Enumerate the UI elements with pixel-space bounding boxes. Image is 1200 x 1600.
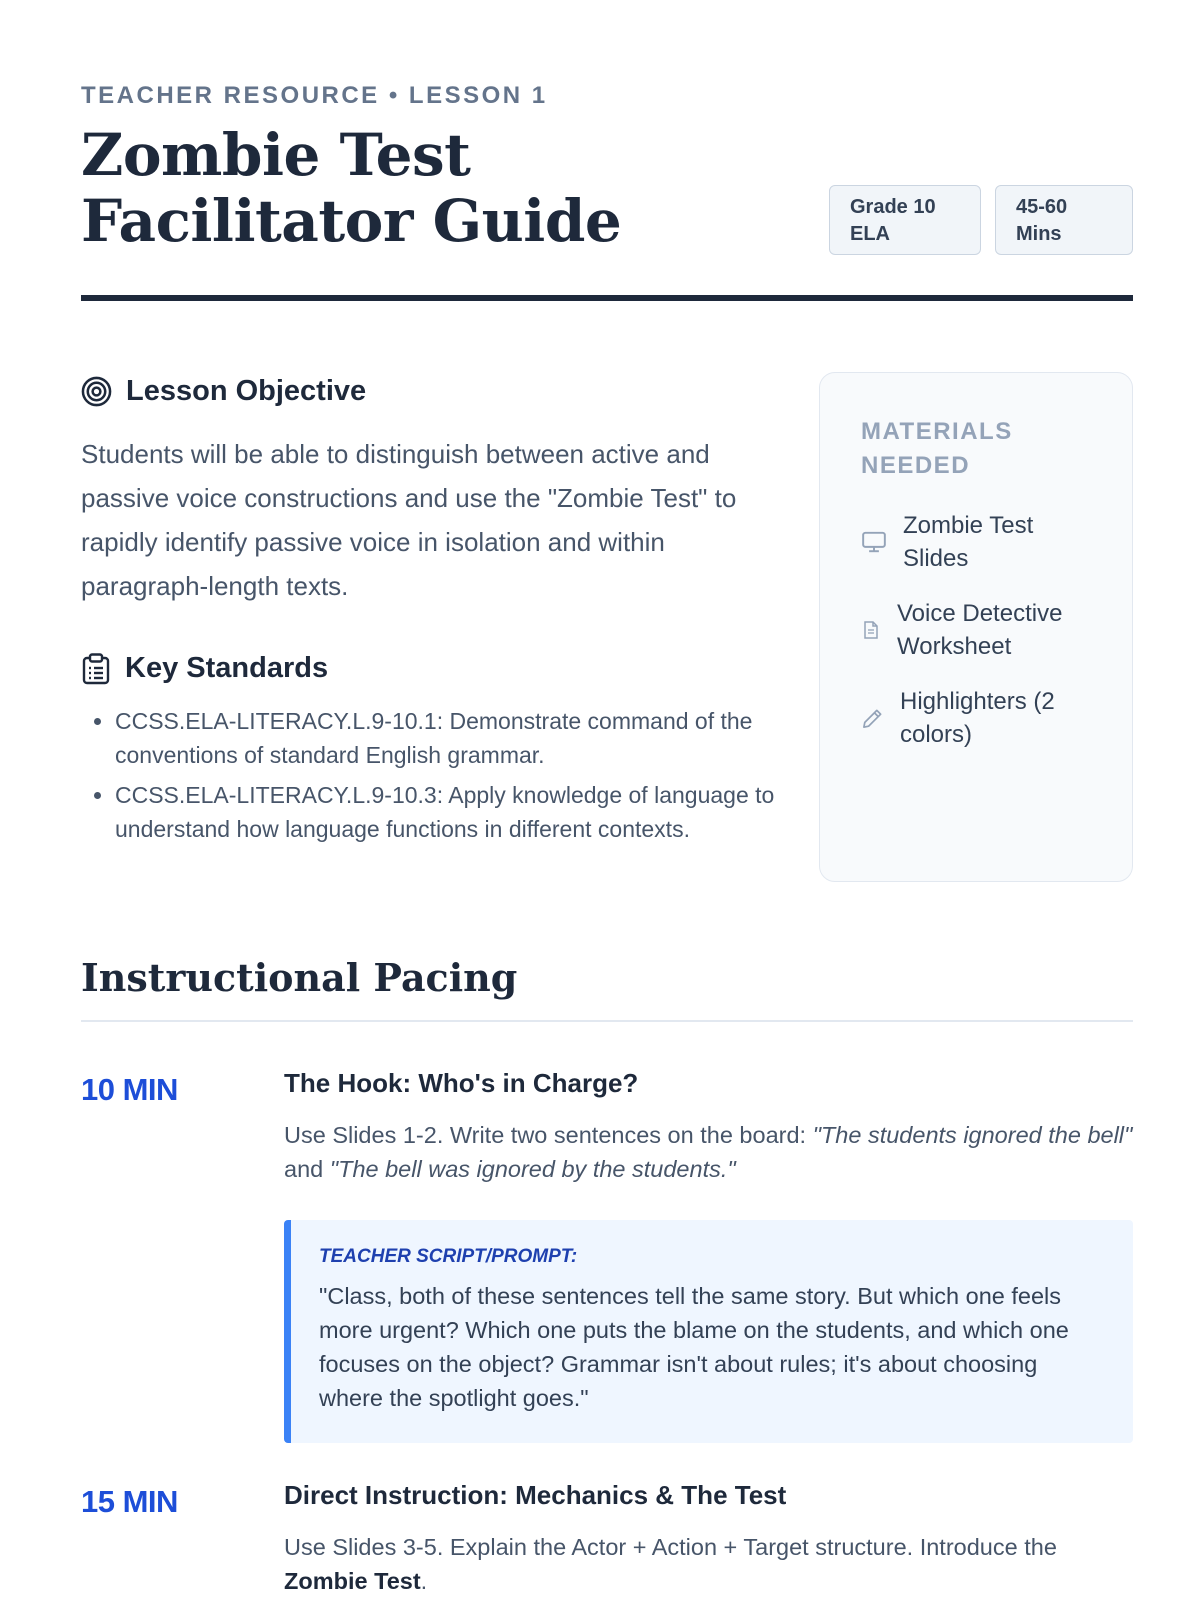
- target-icon: [81, 376, 112, 407]
- header-divider: [81, 295, 1133, 301]
- eyebrow-label: TEACHER RESOURCE • LESSON 1: [81, 82, 548, 109]
- lesson-badges: [829, 185, 1133, 255]
- desc-mid: and: [284, 1156, 330, 1182]
- desc-prefix: Use Slides 3-5. Explain the Actor + Action + Target structure. Introduce the: [284, 1534, 1057, 1560]
- standards-heading: [81, 652, 328, 685]
- teacher-script-callout: [284, 1220, 1133, 1443]
- step-body: [284, 1478, 1133, 1598]
- material-label: Highlighters (2 colors): [900, 688, 1055, 748]
- monitor-icon: [861, 529, 887, 555]
- objective-heading-text: Lesson Objective: [126, 375, 367, 407]
- zombie-test-term: Zombie Test: [284, 1568, 421, 1594]
- step-duration: 15 MIN: [81, 1484, 178, 1519]
- pacing-title: Instructional Pacing: [81, 955, 518, 1000]
- standards-heading-text: Key Standards: [125, 652, 329, 684]
- pacing-divider: [81, 1020, 1133, 1022]
- step-title: The Hook: Who's in Charge?: [284, 1068, 639, 1098]
- objective-heading: [81, 375, 366, 408]
- example-sentence-active: "The students ignored the bell": [812, 1122, 1133, 1148]
- step-description: [284, 1118, 1133, 1186]
- materials-panel: [819, 372, 1133, 882]
- grade-badge: Grade 10 ELA: [829, 185, 981, 255]
- desc-prefix: Use Slides 1-2. Write two sentences on the board:: [284, 1122, 813, 1148]
- material-item-slides: [861, 509, 1096, 575]
- duration-badge: 45-60 Mins: [995, 185, 1133, 255]
- step-duration: 10 MIN: [81, 1072, 178, 1107]
- step-body: [284, 1066, 1133, 1443]
- script-label: TEACHER SCRIPT/PROMPT:: [319, 1246, 578, 1267]
- step-title: Direct Instruction: Mechanics & The Test: [284, 1480, 787, 1510]
- script-text: "Class, both of these sentences tell the same story. But which one feels more urgent? Which one puts the blame on the students, and which one focuses on the object? Grammar isn't about rules; it's about choosing where the spotlight goes.": [319, 1283, 1069, 1411]
- materials-title: MATERIALS NEEDED: [861, 418, 1013, 479]
- standard-item: • CCSS.ELA-LITERACY.L.9-10.3: Apply knowledge of language to understand how language functions in different contexts.: [115, 779, 805, 846]
- material-item-worksheet: [861, 597, 1096, 663]
- example-sentence-passive: "The bell was ignored by the students.": [329, 1156, 736, 1182]
- clipboard-icon: [81, 653, 111, 685]
- standard-item: • CCSS.ELA-LITERACY.L.9-10.1: Demonstrate command of the conventions of standard English grammar.: [115, 705, 805, 772]
- material-item-highlighters: [861, 685, 1096, 751]
- document-icon: [861, 620, 881, 640]
- desc-suffix: .: [420, 1568, 428, 1594]
- material-label: Voice Detective Worksheet: [897, 600, 1063, 660]
- step-description: [284, 1530, 1133, 1598]
- standards-list: [81, 705, 805, 853]
- page-title: Zombie Test Facilitator Guide: [81, 121, 622, 255]
- objective-text: Students will be able to distinguish between active and passive voice constructions and use the "Zombie Test" to rapidly identify passive voice in isolation and within paragraph-length texts.: [81, 439, 737, 601]
- pencil-icon: [861, 707, 884, 730]
- material-label: Zombie Test Slides: [903, 512, 1034, 572]
